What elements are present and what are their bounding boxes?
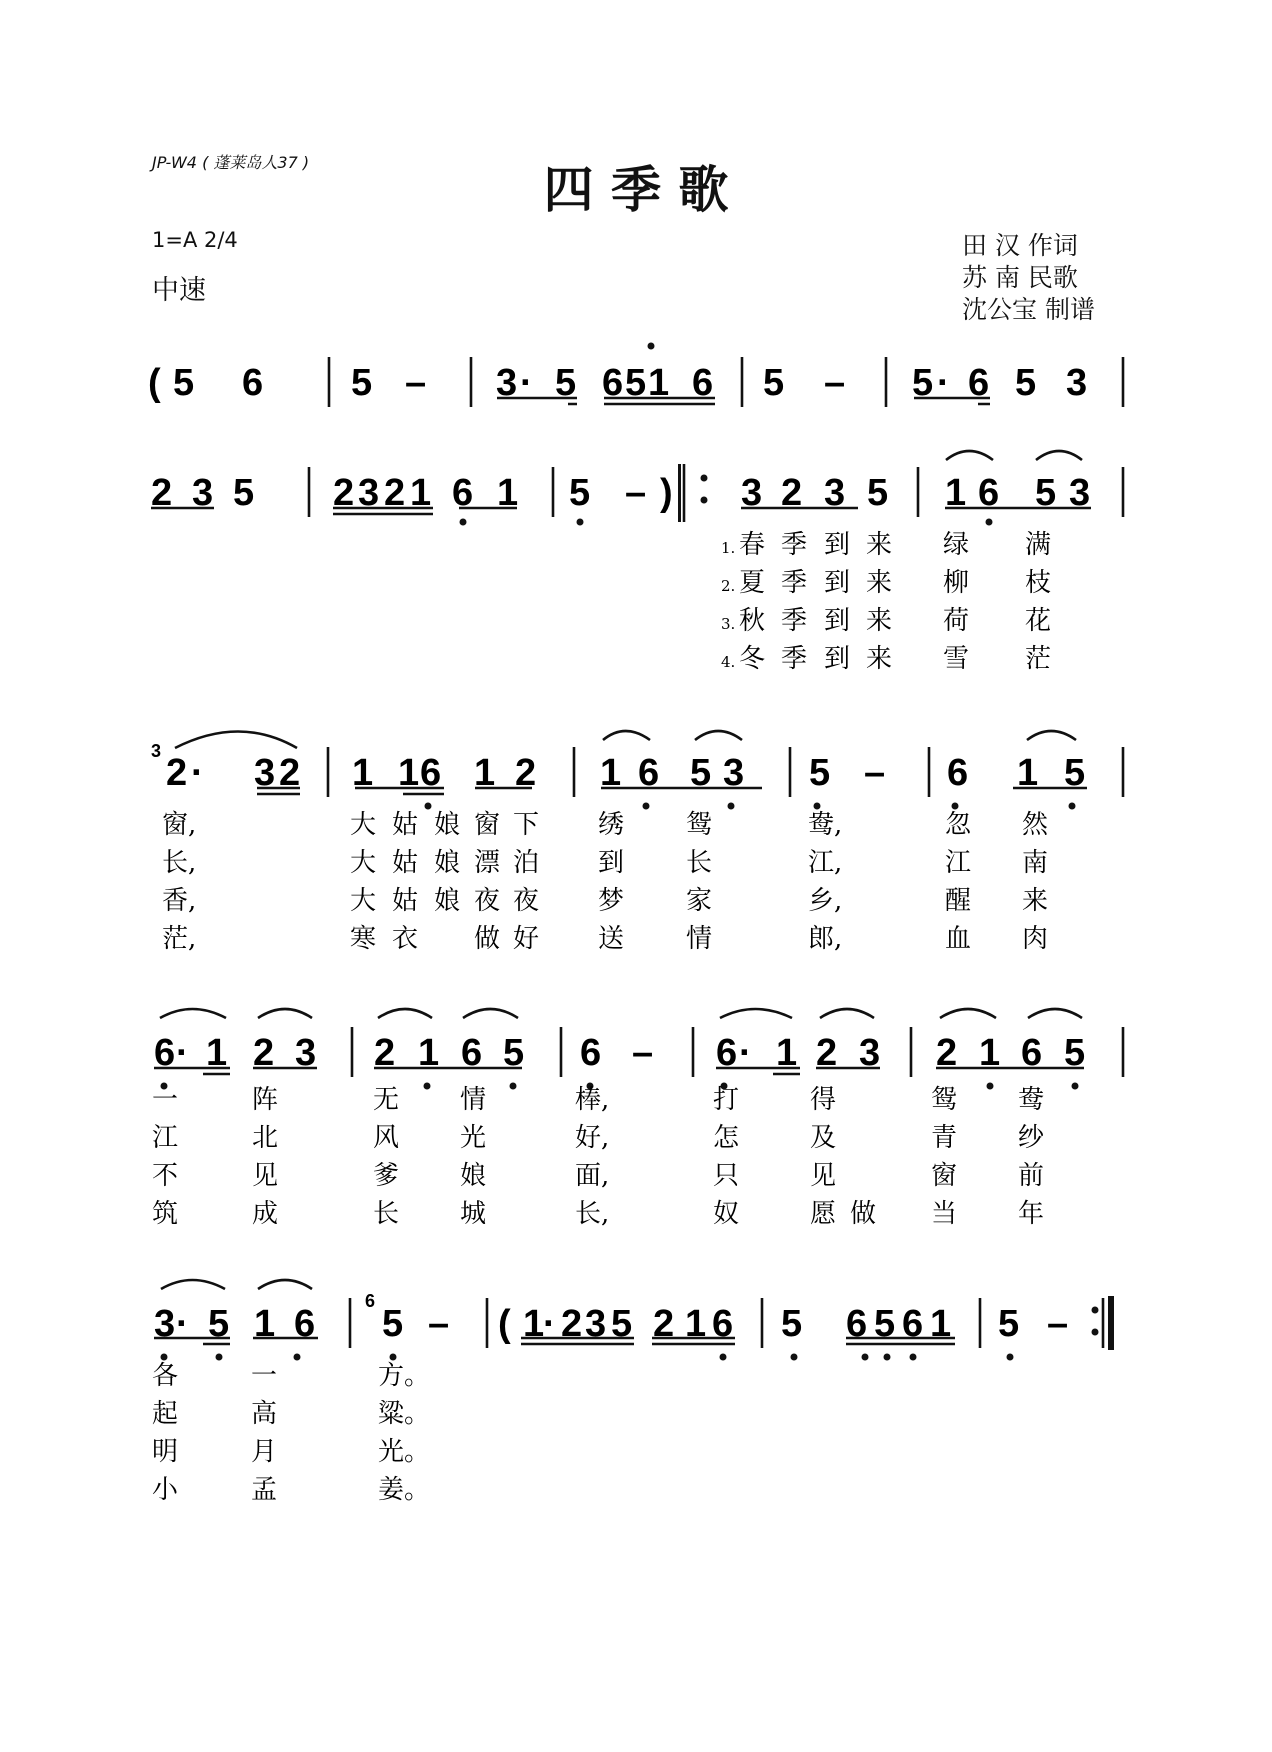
note: 6 [452,472,474,514]
lyric: 好, [575,1123,610,1153]
verse-number: 3. [721,615,736,633]
dot: · [176,1303,189,1345]
dash: – [1047,1303,1069,1345]
octave-dot [643,803,650,810]
lyric: 棒, [575,1085,610,1115]
note: 5 [503,1032,525,1074]
octave-dot [510,1083,517,1090]
lyric: 明 [152,1437,179,1467]
slur [160,1009,1082,1018]
note: 5 [867,472,889,514]
dot: · [191,752,204,794]
note: 2 [936,1032,958,1074]
arranger-credit: 沈公宝 制谱 [962,295,1095,324]
lyric: 孟 [251,1475,278,1505]
lyric: 季 [781,568,808,598]
lyric: 好 [513,924,540,954]
lyric: 得 [810,1085,837,1115]
lyric: 一 [152,1085,179,1115]
lyric: 绣 [598,810,625,840]
dot: · [937,362,950,404]
octave-dot [216,1354,223,1361]
lyric: 来 [866,530,893,560]
note: 5 [998,1303,1020,1345]
lyricist-credit: 田 汉 作词 [962,231,1078,260]
lyric: 荷 [943,606,970,636]
lyric: 爹 [373,1161,400,1191]
lyric: 窗 [474,810,501,840]
note: 2 [561,1303,583,1345]
dot: · [543,1303,556,1345]
lyric: 乡, [808,886,843,916]
lyric: 醒 [945,886,972,916]
lyric: 小 [152,1475,179,1505]
note: 2 [384,472,406,514]
note: 5 [1035,472,1057,514]
lyric: 柳 [943,568,970,598]
lyric: 江 [945,848,972,878]
note: 5 [382,1303,404,1345]
note: 5 [1064,752,1086,794]
dot: · [176,1032,189,1074]
song-title: 四 季 歌 [543,160,729,219]
lyric: 梦 [598,886,625,916]
note: 5 [611,1303,633,1345]
lyric: 季 [781,644,808,674]
note: 1 [979,1032,1001,1074]
note: 1 [523,1303,545,1345]
repeat-dot [701,475,708,482]
lyric: 到 [824,606,851,636]
note: 2 [333,472,355,514]
lyric: 花 [1025,606,1052,636]
lyric: 大 [350,810,377,840]
lyric: 满 [1025,530,1052,560]
note: 2 [166,752,188,794]
final-barline [1108,1296,1114,1350]
lyric: 姑 [392,810,419,840]
lyric: 夜 [474,886,501,916]
lyric: 前 [1018,1161,1045,1191]
octave-dot [1069,803,1076,810]
lyric: 窗, [162,810,197,840]
note: 6 [968,362,990,404]
lyric: 江, [808,848,843,878]
repeat-dot [701,497,708,504]
origin-credit: 苏 南 民歌 [962,263,1078,292]
octave-dot [952,803,959,810]
paren: ( [148,362,161,404]
lyric: 成 [252,1199,279,1229]
note: 2 [816,1032,838,1074]
verse-number: 4. [721,653,736,671]
tempo-marking: 中速 [152,275,206,306]
note: 1 [930,1303,952,1345]
lyrics-system-2 [721,530,1051,674]
lyric: 到 [824,644,851,674]
octave-dot [986,519,993,526]
note: 3 [1069,472,1091,514]
lyrics-system-5 [152,1361,430,1505]
key-and-time-signature: 1=A 2/4 [152,228,238,252]
note: 2 [653,1303,675,1345]
dot: · [739,1032,752,1074]
dash: – [625,472,647,514]
note: 2 [151,472,173,514]
note: 1 [945,472,967,514]
lyric: 及 [810,1123,837,1153]
lyric: 光。 [378,1437,431,1467]
octave-dot [460,519,467,526]
note: 6 [638,752,660,794]
lyric: 姑 [392,848,419,878]
lyric: 一 [251,1361,278,1391]
verse-number: 1. [721,539,736,557]
lyric: 阵 [252,1085,279,1115]
lyric: 风 [373,1123,400,1153]
note: 6 [242,362,264,404]
octave-dot [910,1354,917,1361]
note: 5 [173,362,195,404]
octave-dot [791,1354,798,1361]
note: 3 [154,1303,176,1345]
slur [175,731,1076,748]
lyric: 到 [598,848,625,878]
note: 5 [763,362,785,404]
dash: – [428,1303,450,1345]
note: 3 [496,362,518,404]
lyric: 当 [931,1199,958,1229]
lyric: 见 [252,1161,279,1191]
lyric: 娘 [460,1161,487,1191]
lyric: 茫, [162,924,197,954]
grace-note: 6 [365,1291,376,1311]
note: 6 [602,362,624,404]
note: 2 [374,1032,396,1074]
note: 6 [947,752,969,794]
lyric: 姜。 [378,1475,431,1505]
note: 5 [625,362,647,404]
slur [161,1280,312,1289]
slur [946,451,1082,460]
lyric: 愿 [810,1199,837,1229]
lyric: 光 [460,1123,487,1153]
lyric: 鸯 [1018,1085,1045,1115]
note: 1 [254,1303,276,1345]
note: 6 [294,1303,316,1345]
lyric: 月 [251,1437,278,1467]
lyric: 纱 [1018,1123,1045,1153]
barline [329,357,1123,407]
lyric: 长 [686,848,713,878]
dash: – [405,362,427,404]
note: 5 [1015,362,1037,404]
lyric: 家 [686,886,713,916]
lyric: 来 [1022,886,1049,916]
lyric: 夜 [513,886,540,916]
lyric: 见 [810,1161,837,1191]
lyric: 南 [1022,848,1049,878]
note: 2 [253,1032,275,1074]
note: 3 [741,472,763,514]
lyric: 鸯, [808,810,843,840]
lyric: 长, [162,848,197,878]
lyric: 漂 [474,848,501,878]
lyric: 各 [152,1361,179,1391]
note: 5 [690,752,712,794]
note: 5 [208,1303,230,1345]
note: 1 [685,1303,707,1345]
note: 1 [352,752,374,794]
note: 5 [351,362,373,404]
note: 5 [912,362,934,404]
lyric: 奴 [713,1199,740,1229]
note: 3 [1066,362,1088,404]
octave-dot [294,1354,301,1361]
lyric: 做 [850,1199,877,1229]
dash: – [824,362,846,404]
paren: ) [660,472,673,514]
repeat-dot [1092,1329,1099,1336]
note: 6 [154,1032,176,1074]
note: 1 [1017,752,1039,794]
lyric: 不 [152,1161,179,1191]
lyric: 娘 [434,886,461,916]
lyric: 情 [686,924,713,954]
lyric: 冬 [739,644,766,674]
lyric: 秋 [739,606,766,636]
note: 2 [781,472,803,514]
lyric: 娘 [434,810,461,840]
score-id-tag: JP-W4 ( 蓬莱岛人37 ) [152,153,310,172]
lyric: 夏 [739,568,766,598]
note: 3 [295,1032,317,1074]
note: 3 [585,1303,607,1345]
note: 6 [902,1303,924,1345]
lyric: 绿 [943,530,970,560]
lyric: 长, [575,1199,610,1229]
octave-dot [884,1354,891,1361]
lyric: 粱。 [378,1399,431,1429]
note: 6 [716,1032,738,1074]
lyric: 香, [162,886,197,916]
octave-dot [987,1083,994,1090]
lyric: 送 [598,924,625,954]
octave-dot [728,803,735,810]
octave-dot [814,803,821,810]
lyric: 大 [350,886,377,916]
note: 5 [569,472,591,514]
lyric: 高 [251,1399,278,1429]
repeat-start-bar [678,464,681,522]
note: 2 [515,752,537,794]
lyric: 怎 [713,1123,740,1153]
lyric: 春 [739,530,766,560]
note: 3 [824,472,846,514]
lyric: 年 [1018,1199,1045,1229]
note: 1 [398,752,420,794]
lyric: 大 [350,848,377,878]
lyric: 只 [713,1161,740,1191]
lyric: 下 [513,810,540,840]
lyric: 起 [152,1399,179,1429]
note: 6 [1021,1032,1043,1074]
lyric: 面, [575,1161,610,1191]
note: 3 [723,752,745,794]
lyric: 忽 [945,810,972,840]
lyric: 到 [824,568,851,598]
lyric: 然 [1022,810,1049,840]
note: 1 [206,1032,228,1074]
octave-dot [161,1354,168,1361]
note: 6 [461,1032,483,1074]
lyric: 打 [713,1085,740,1115]
note: 1 [648,362,670,404]
note: 6 [712,1303,734,1345]
lyric: 雪 [943,644,970,674]
lyric: 无 [373,1085,400,1115]
lyric: 寒 [350,924,377,954]
note: 5 [781,1303,803,1345]
note: 6 [580,1032,602,1074]
lyric: 茫 [1025,644,1052,674]
lyric: 季 [781,606,808,636]
lyric: 娘 [434,848,461,878]
lyric: 江 [152,1123,179,1153]
lyric: 窗 [931,1161,958,1191]
note: 1 [600,752,622,794]
lyric: 肉 [1022,924,1049,954]
note: 3 [358,472,380,514]
lyric: 方。 [378,1361,431,1391]
note: 5 [809,752,831,794]
repeat-dot [1092,1307,1099,1314]
lyric: 姑 [392,886,419,916]
note: 5 [233,472,255,514]
lyric: 季 [781,530,808,560]
lyric: 来 [866,644,893,674]
lyric: 衣 [392,924,419,954]
note: 6 [692,362,714,404]
note: 1 [497,472,519,514]
note: 1 [776,1032,798,1074]
lyric: 长 [373,1199,400,1229]
lyrics-system-3 [162,810,1049,954]
note: 1 [474,752,496,794]
octave-dot [424,1083,431,1090]
lyric: 来 [866,568,893,598]
octave-dot [577,519,584,526]
note: 6 [846,1303,868,1345]
verse-number: 2. [721,577,736,595]
note: 6 [420,752,442,794]
lyric: 城 [460,1199,487,1229]
octave-dot [1072,1083,1079,1090]
lyric: 郎, [808,924,843,954]
lyric: 枝 [1025,568,1052,598]
system-1 [148,362,1087,404]
lyric: 血 [945,924,972,954]
system-2 [151,472,1090,514]
lyric: 鸳 [931,1085,958,1115]
dot: · [520,362,533,404]
note: 6 [978,472,1000,514]
lyric: 筑 [152,1199,179,1229]
note: 3 [254,752,276,794]
dash: – [864,752,886,794]
lyric: 来 [866,606,893,636]
lyric: 北 [252,1123,279,1153]
note: 1 [410,472,432,514]
octave-dot [425,803,432,810]
octave-dot [720,1354,727,1361]
high-octave-dot [648,343,655,350]
octave-dot [1007,1354,1014,1361]
lyric: 青 [931,1123,958,1153]
paren: ( [498,1303,511,1345]
note: 2 [279,752,301,794]
octave-dot [862,1354,869,1361]
grace-note: 3 [151,741,162,761]
lyric: 到 [824,530,851,560]
note: 3 [859,1032,881,1074]
note: 5 [1064,1032,1086,1074]
note: 5 [874,1303,896,1345]
note: 1 [418,1032,440,1074]
lyrics-system-4 [152,1085,1045,1229]
note: 5 [555,362,577,404]
octave-dot [390,1354,397,1361]
lyric: 鸳 [686,810,713,840]
lyric: 做 [474,924,501,954]
dash: – [632,1032,654,1074]
lyric: 泊 [513,848,540,878]
note: 3 [192,472,214,514]
lyric: 情 [460,1085,487,1115]
